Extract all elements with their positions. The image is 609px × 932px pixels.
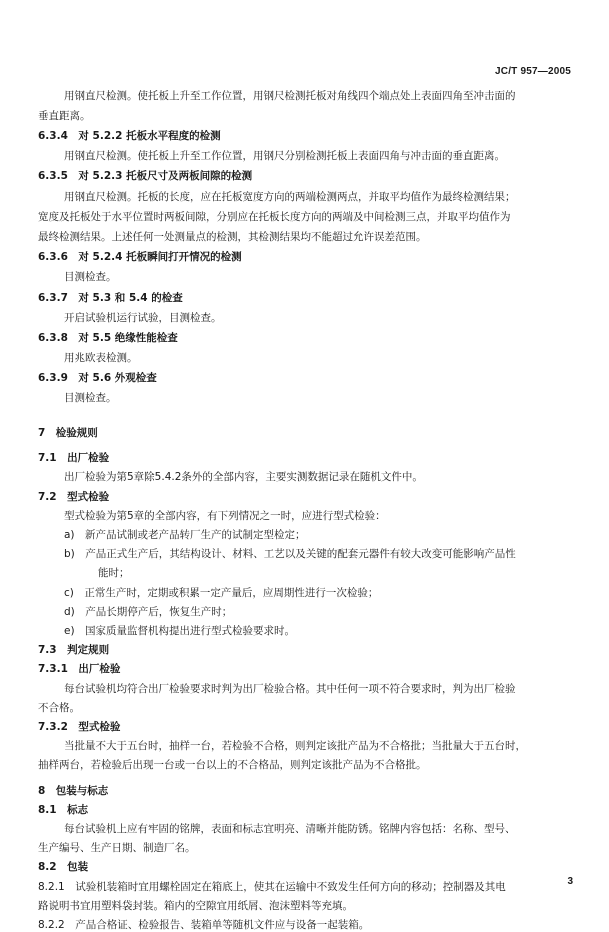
section-heading-6-3-8: 6.3.8 对 5.5 绝缘性能检查: [38, 332, 178, 344]
text-line: 宽度及托板处于水平位置时两板间隙，分别应在托板长度方向的两端及中间检测三点，并取平均值作为: [38, 211, 511, 223]
page-number: 3: [567, 876, 573, 887]
text-line: 路说明书宜用塑料袋封装。箱内的空隙宜用纸屑、泡沫塑料等充填。: [38, 900, 353, 912]
section-heading-6-3-6: 6.3.6 对 5.2.4 托板瞬间打开情况的检测: [38, 251, 242, 263]
text-line: 型式检验为第5章的全部内容，有下列情况之一时，应进行型式检验：: [64, 510, 386, 522]
section-heading-7-1: 7.1 出厂检验: [38, 452, 110, 464]
section-heading-8-1: 8.1 标志: [38, 804, 89, 816]
list-item: a) 新产品试制或老产品转厂生产的试制定型检定；: [64, 529, 306, 541]
section-heading-6-3-9: 6.3.9 对 5.6 外观检查: [38, 372, 157, 384]
list-item: c) 正常生产时，定期或积累一定产量后，应周期性进行一次检验；: [64, 587, 379, 599]
chapter-heading-8: 8 包装与标志: [38, 785, 109, 797]
text-line: 8.2.2 产品合格证、检验报告、装箱单等随机文件应与设备一起装箱。: [38, 919, 370, 931]
text-line: 用钢直尺检测。使托板上升至工作位置，用钢尺检测托板对角线四个端点处上表面四角至冲击面的: [64, 90, 516, 102]
text-line: 当批量不大于五台时，抽样一台，若检验不合格，则判定该批产品为不合格批；当批量大于五台时，: [64, 740, 526, 752]
text-line: 用钢直尺检测。使托板上升至工作位置，用钢尺分别检测托板上表面四角与冲击面的垂直距离。: [64, 150, 505, 162]
text-line: 最终检测结果。上述任何一处测量点的检测，其检测结果均不能超过允许误差范围。: [38, 231, 427, 243]
text-line: 用钢直尺检测。托板的长度，应在托板宽度方向的两端检测两点，并取平均值作为最终检测结果；: [64, 191, 516, 203]
section-heading-8-2: 8.2 包装: [38, 861, 89, 873]
text-line: 目测检查。: [64, 392, 117, 404]
section-heading-6-3-4: 6.3.4 对 5.2.2 托板水平程度的检测: [38, 130, 221, 142]
section-heading-7-3: 7.3 判定规则: [38, 644, 110, 656]
section-heading-6-3-7: 6.3.7 对 5.3 和 5.4 的检查: [38, 292, 183, 304]
section-heading-7-3-2: 7.3.2 型式检验: [38, 721, 121, 733]
text-line: 目测检查。: [64, 271, 117, 283]
text-line: 不合格。: [38, 702, 80, 714]
list-item-continuation: 能时；: [98, 567, 130, 579]
text-line: 8.2.1 试验机装箱时宜用螺栓固定在箱底上，使其在运输中不致发生任何方向的移动；控制器及其电: [38, 881, 506, 893]
text-line: 用兆欧表检测。: [64, 352, 138, 364]
standard-code: JC/T 957—2005: [495, 66, 571, 77]
section-heading-6-3-5: 6.3.5 对 5.2.3 托板尺寸及两板间隙的检测: [38, 170, 253, 182]
chapter-heading-7: 7 检验规则: [38, 427, 98, 439]
text-line: 开启试验机运行试验，目测检查。: [64, 312, 222, 324]
text-line: 出厂检验为第5章除5.4.2条外的全部内容，主要实测数据记录在随机文件中。: [64, 471, 423, 483]
text-line: 每台试验机上应有牢固的铭牌，表面和标志宜明亮、清晰并能防锈。铭牌内容包括：名称、型号、: [64, 823, 516, 835]
section-heading-7-2: 7.2 型式检验: [38, 491, 110, 503]
list-item: b) 产品正式生产后，其结构设计、材料、工艺以及关键的配套元器件有较大改变可能影响产品性: [64, 548, 516, 560]
text-line: 生产编号、生产日期、制造厂名。: [38, 842, 196, 854]
text-line: 抽样两台，若检验后出现一台或一台以上的不合格品，则判定该批产品为不合格批。: [38, 759, 427, 771]
text-line: 垂直距离。: [38, 110, 91, 122]
list-item: d) 产品长期停产后，恢复生产时；: [64, 606, 233, 618]
text-line: 每台试验机均符合出厂检验要求时判为出厂检验合格。其中任何一项不符合要求时，判为出厂检验: [64, 683, 516, 695]
list-item: e) 国家质量监督机构提出进行型式检验要求时。: [64, 625, 296, 637]
section-heading-7-3-1: 7.3.1 出厂检验: [38, 663, 121, 675]
